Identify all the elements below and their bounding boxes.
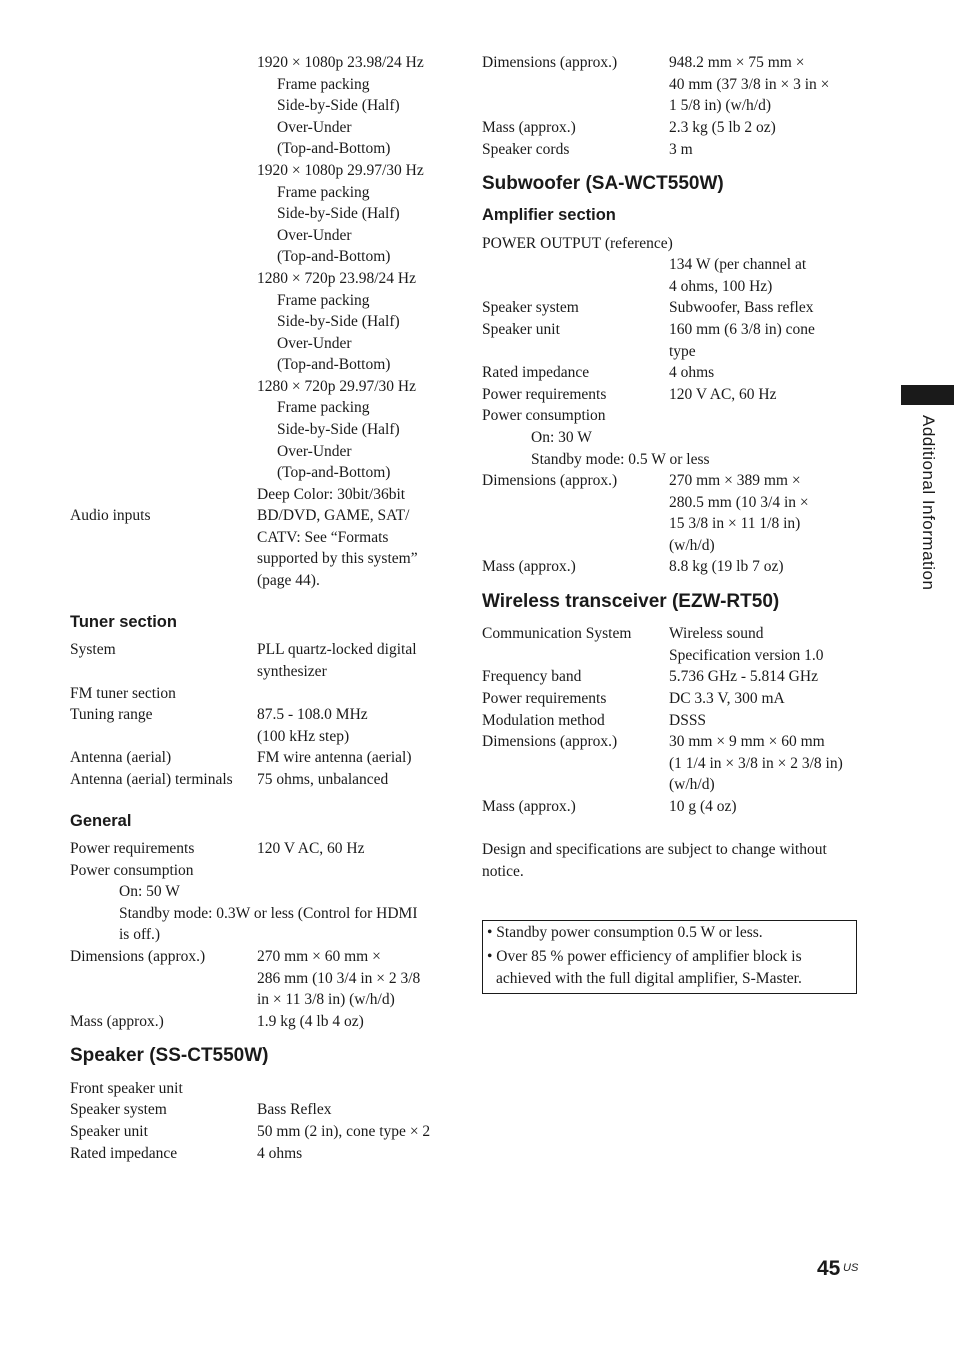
- spec-value: (w/h/d): [669, 776, 715, 793]
- spec-value: 1 5/8 in) (w/h/d): [669, 97, 772, 114]
- spec-value: 270 mm × 60 mm ×: [257, 948, 381, 965]
- spec-label: Mass (approx.): [482, 119, 576, 136]
- spec-value: FM wire antenna (aerial): [257, 749, 412, 766]
- spec-value: 10 g (4 oz): [669, 798, 737, 815]
- side-tab-marker: [901, 385, 954, 405]
- spec-label: Mass (approx.): [70, 1013, 164, 1030]
- spec-value: 30 mm × 9 mm × 60 mm: [669, 733, 825, 750]
- note-line: notice.: [482, 863, 524, 880]
- spec-label: Dimensions (approx.): [482, 733, 618, 750]
- spec-label: POWER OUTPUT (reference): [482, 235, 673, 252]
- spec-value: 8.8 kg (19 lb 7 oz): [669, 558, 784, 575]
- spec-value: 75 ohms, unbalanced: [257, 771, 389, 788]
- section-heading: Wireless transceiver (EZW-RT50): [482, 591, 780, 612]
- note-line: Design and specifications are subject to change without: [482, 841, 827, 858]
- spec-label: Power requirements: [482, 690, 607, 707]
- format-line: Frame packing: [277, 292, 370, 309]
- spec-value: supported by this system”: [257, 550, 418, 567]
- box-note-line: • Over 85 % power efficiency of amplifier block is: [487, 948, 802, 965]
- spec-label: FM tuner section: [70, 685, 176, 702]
- spec-value: synthesizer: [257, 663, 327, 680]
- section-heading: Tuner section: [70, 613, 177, 631]
- section-heading: Speaker (SS-CT550W): [70, 1045, 269, 1066]
- format-line: 1280 × 720p 23.98/24 Hz: [257, 270, 416, 287]
- format-line: (Top-and-Bottom): [277, 140, 391, 157]
- spec-label: Dimensions (approx.): [70, 948, 206, 965]
- section-heading: General: [70, 812, 132, 830]
- format-line: (Top-and-Bottom): [277, 248, 391, 265]
- spec-value: Wireless sound: [669, 625, 764, 642]
- spec-label: Power requirements: [482, 386, 607, 403]
- spec-value: 948.2 mm × 75 mm ×: [669, 54, 805, 71]
- spec-value: Standby mode: 0.3W or less (Control for HDMI: [119, 905, 418, 922]
- spec-label: Mass (approx.): [482, 558, 576, 575]
- format-line: 1280 × 720p 29.97/30 Hz: [257, 378, 416, 395]
- spec-value: 4 ohms: [669, 364, 715, 381]
- spec-value: 280.5 mm (10 3/4 in ×: [669, 494, 809, 511]
- spec-label: Speaker unit: [482, 321, 560, 338]
- format-line: Over-Under: [277, 227, 352, 244]
- spec-value: 120 V AC, 60 Hz: [669, 386, 777, 403]
- spec-value: 3 m: [669, 141, 693, 158]
- spec-value: PLL quartz-locked digital: [257, 641, 417, 658]
- spec-value: 40 mm (37 3/8 in × 3 in ×: [669, 76, 830, 93]
- format-line: Deep Color: 30bit/36bit: [257, 486, 406, 503]
- spec-value: 286 mm (10 3/4 in × 2 3/8: [257, 970, 421, 987]
- spec-value: DC 3.3 V, 300 mA: [669, 690, 785, 707]
- spec-label: Speaker cords: [482, 141, 570, 158]
- spec-value: 120 V AC, 60 Hz: [257, 840, 365, 857]
- format-line: (Top-and-Bottom): [277, 464, 391, 481]
- spec-label: Dimensions (approx.): [482, 54, 618, 71]
- spec-label: Speaker system: [482, 299, 579, 316]
- spec-value: (1 1/4 in × 3/8 in × 2 3/8 in): [669, 755, 843, 772]
- format-line: Side-by-Side (Half): [277, 97, 400, 114]
- spec-value: (100 kHz step): [257, 728, 350, 745]
- format-line: Frame packing: [277, 399, 370, 416]
- spec-value: type: [669, 343, 696, 360]
- page-suffix: US: [843, 1262, 859, 1274]
- spec-value: 15 3/8 in × 11 1/8 in): [669, 515, 801, 532]
- spec-value: On: 30 W: [531, 429, 592, 446]
- spec-value: 87.5 - 108.0 MHz: [257, 706, 368, 723]
- spec-value: DSSS: [669, 712, 707, 729]
- spec-value: (w/h/d): [669, 537, 715, 554]
- spec-label: Antenna (aerial): [70, 749, 172, 766]
- spec-value: (page 44).: [257, 572, 320, 589]
- format-line: Side-by-Side (Half): [277, 421, 400, 438]
- spec-value: 50 mm (2 in), cone type × 2: [257, 1123, 431, 1140]
- spec-value: 4 ohms: [257, 1145, 303, 1162]
- spec-label: Power requirements: [70, 840, 195, 857]
- spec-value: 4 ohms, 100 Hz): [669, 278, 773, 295]
- spec-label: Rated impedance: [482, 364, 590, 381]
- spec-value: 1.9 kg (4 lb 4 oz): [257, 1013, 364, 1030]
- format-line: 1920 × 1080p 23.98/24 Hz: [257, 54, 424, 71]
- spec-label: Communication System: [482, 625, 632, 642]
- format-line: 1920 × 1080p 29.97/30 Hz: [257, 162, 424, 179]
- spec-value: Standby mode: 0.5 W or less: [531, 451, 710, 468]
- spec-label: Mass (approx.): [482, 798, 576, 815]
- spec-label: Speaker system: [70, 1101, 167, 1118]
- format-line: Frame packing: [277, 184, 370, 201]
- spec-value: CATV: See “Formats: [257, 529, 389, 546]
- format-line: Over-Under: [277, 119, 352, 136]
- spec-label: Tuning range: [70, 706, 153, 723]
- spec-label: Front speaker unit: [70, 1080, 183, 1097]
- spec-value: Specification version 1.0: [669, 647, 824, 664]
- spec-label: Frequency band: [482, 668, 582, 685]
- spec-label: Audio inputs: [70, 507, 151, 524]
- format-line: (Top-and-Bottom): [277, 356, 391, 373]
- spec-label: Rated impedance: [70, 1145, 178, 1162]
- page-number: 45: [817, 1257, 841, 1280]
- format-line: Over-Under: [277, 443, 352, 460]
- spec-value: 2.3 kg (5 lb 2 oz): [669, 119, 776, 136]
- spec-value: 160 mm (6 3/8 in) cone: [669, 321, 815, 338]
- format-line: Side-by-Side (Half): [277, 205, 400, 222]
- format-line: Frame packing: [277, 76, 370, 93]
- spec-label: System: [70, 641, 116, 658]
- side-tab-label: Additional Information: [919, 415, 938, 591]
- spec-value: BD/DVD, GAME, SAT/: [257, 507, 410, 524]
- spec-value: Bass Reflex: [257, 1101, 332, 1118]
- spec-value: 270 mm × 389 mm ×: [669, 472, 801, 489]
- box-note-line: • Standby power consumption 0.5 W or less.: [487, 924, 763, 941]
- box-note-line: achieved with the full digital amplifier, S-Master.: [496, 970, 802, 987]
- spec-label: Dimensions (approx.): [482, 472, 618, 489]
- format-line: Side-by-Side (Half): [277, 313, 400, 330]
- spec-value: Subwoofer, Bass reflex: [669, 299, 814, 316]
- spec-value: 5.736 GHz - 5.814 GHz: [669, 668, 818, 685]
- spec-label: Modulation method: [482, 712, 605, 729]
- subsection-heading: Amplifier section: [482, 206, 616, 224]
- spec-value: in × 11 3/8 in) (w/h/d): [257, 991, 395, 1008]
- spec-label: Power consumption: [70, 862, 194, 879]
- format-line: Over-Under: [277, 335, 352, 352]
- spec-value: On: 50 W: [119, 883, 180, 900]
- spec-value: is off.): [119, 926, 161, 943]
- spec-label: Speaker unit: [70, 1123, 148, 1140]
- spec-value: 134 W (per channel at: [669, 256, 807, 273]
- spec-label: Power consumption: [482, 407, 606, 424]
- spec-label: Antenna (aerial) terminals: [70, 771, 233, 788]
- section-heading: Subwoofer (SA-WCT550W): [482, 173, 724, 194]
